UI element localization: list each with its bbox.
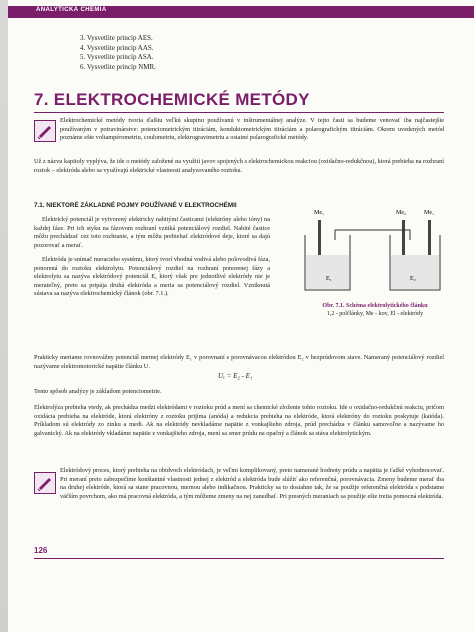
- left-column: [34, 216, 270, 305]
- question-item: 6. Vysvetlite princíp NMR.: [80, 62, 156, 71]
- intro-paragraph: Elektrochemické metódy tvoria ďalšiu veľkú skupinu používanú v inštrumentálnej analýze. V tejto časti sa budeme venovať iba najčastejšie používaným v potravinárstve: potenciometrickým titráciám, konduktometrickým titráciám a polarografickým titráciám. Okrem uvedených metód poznáme ešte voltampérometriu, coulometriu, elektrogravimetriu a ostatné polarografické metódy.: [60, 117, 444, 142]
- figure-caption-sub: 1,2 - polčlánky, Me - kov, El - elektródy: [326, 311, 424, 317]
- intro-paragraph-2: Už z názvu kapitoly vyplýva, že ide o metódy založené na využití javov spojených s elektrochemickou reakciou (oxidačno-redukčnou), ktorá prebieha na rozhraní roztok – elektróda alebo sa využívajú elektrické vlastnosti analyzovaného roztoku.: [34, 158, 444, 174]
- label-e2: E₂: [410, 276, 416, 282]
- figure-caption-title: Schéma elektrolytického článku: [346, 303, 428, 309]
- label-me2: Me₂: [396, 210, 407, 216]
- paragraph-potential: Elektrický potenciál je vytvorený elektricky nabitými časticami (elektróny alebo ióny) na každej fáze. Pri ich styku na fázovom rozhraní vzniká potenciálový rozdiel. Nabité častice môžu prechádzať cez toto rozhranie, a tým môžu prebiehať elektródové deje, ktoré sa dajú pozorovať a merať.: [34, 216, 270, 249]
- question-list: [80, 34, 156, 72]
- electrolyte-right: [391, 255, 439, 289]
- page-number: 126: [34, 546, 48, 555]
- note-icon: [34, 472, 56, 494]
- question-item: 3. Vysvetlite princíp AES.: [80, 34, 153, 42]
- cell-diagram: [290, 200, 450, 300]
- formula: Uₑ = E₂ - E₁: [218, 372, 253, 380]
- paragraph-potential-measure: Prakticky meriame rovnovážny potenciál mernej elektródy E₁ v porovnaní s porovnávacou elektródou E₂ v bezprúdovom stave. Nameraný potenciálový rozdiel nazývame elektromotorické napätie článku U.: [34, 354, 444, 370]
- chapter-title: 7. ELEKTROCHEMICKÉ METÓDY: [34, 90, 310, 109]
- paragraph-potentiometry: Tento spôsob analýzy je základom potenciometrie.: [34, 388, 162, 395]
- footer-divider: [34, 558, 444, 559]
- electrolyte-left: [306, 255, 349, 289]
- label-e1: E₁: [326, 276, 332, 282]
- note-icon: [34, 120, 56, 142]
- figure-caption: [300, 302, 450, 318]
- paragraph-electrode: Elektróda je snímač meracieho systému, ktorý tvorí vhodná vodivá alebo polovodivá fáza, ponorená do roztoku elektrolytu. Potenciálový rozdiel na rozhraní ponorenej fázy a elektrolytu sa nazýva elektródový potenciál E, ktorý však pre jednotlivé elektródy nie je merateľný, preto sa pripája druhá elektróda a meria sa potenciálový rozdiel. Vzniknutá sústava sa nazýva elektrochemický článok (obr. 7.1.).: [34, 256, 270, 297]
- running-header: [8, 6, 474, 18]
- section-heading: 7.1. NIEKTORÉ ZÁKLADNÉ POJMY POUŽÍVANÉ V ELEKTROCHÉMII: [34, 202, 237, 209]
- page-binding-edge: [0, 0, 8, 632]
- header-label: ANALYTICKÁ CHÉMIA: [36, 7, 107, 13]
- paragraph-electrode-process: Elektródový proces, ktorý prebieha na obidvoch elektródach, je veľmi komplikovaný, preto namerané hodnoty prúdu a napätia je ťažké vyhodnocovať. Pri meraní preto zabezpečíme konštantné vlastnosti jednej z elektród a elektróda bude slúžiť ako referenčná, porovnávacia. Zmeny budeme merať iba na druhej elektróde, ktorá sa stane pracovnou, mernou alebo indikačnou. Prakticky sa to dosiahne tak, že sa použije referenčná elektróda s podstatne väčším povrchom, ako má pracovná elektróda, a tým môžeme zmeny na nej zanedbať. Pri presných meraniach sa použije ešte tretia pomocná elektróda.: [60, 467, 444, 500]
- label-me1b: Me₁: [424, 210, 435, 216]
- salt-bridge: [335, 230, 410, 240]
- label-me1: Me₁: [314, 210, 325, 216]
- paragraph-electrolysis: Elektrolýza prebieha vtedy, ak prechádza medzi elektródami v roztoku prúd a mení sa chemické zloženie tohto roztoku. Ide o oxidačno-redukčnú reakciu, pričom oxidácia prebieha na elektróde, ktorá elektróny z roztoku prijíma (anóda) a redukcia prebieha na elektróde, ktorá elektróny do roztoku poskytuje (katóda). Príkladom sú elektródy zo zinku a medi. Ak na elektródy nevkladáme napätie z vonkajšieho zdroja, prúd prechádza v článku samovoľne a nazývame ho galvanický. Ak na elektródy vkladáme napätie z vonkajšieho zdroja, mení sa smer prúdu na opačný a článok sa stáva elektrolytickým.: [34, 404, 444, 437]
- figure-caption-number: Obr. 7.1.: [322, 303, 345, 309]
- question-item: 5. Vysvetlite princíp ASA.: [80, 53, 154, 61]
- question-item: 4. Vysvetlite princíp AAS.: [80, 43, 154, 52]
- chapter-divider: [34, 112, 444, 113]
